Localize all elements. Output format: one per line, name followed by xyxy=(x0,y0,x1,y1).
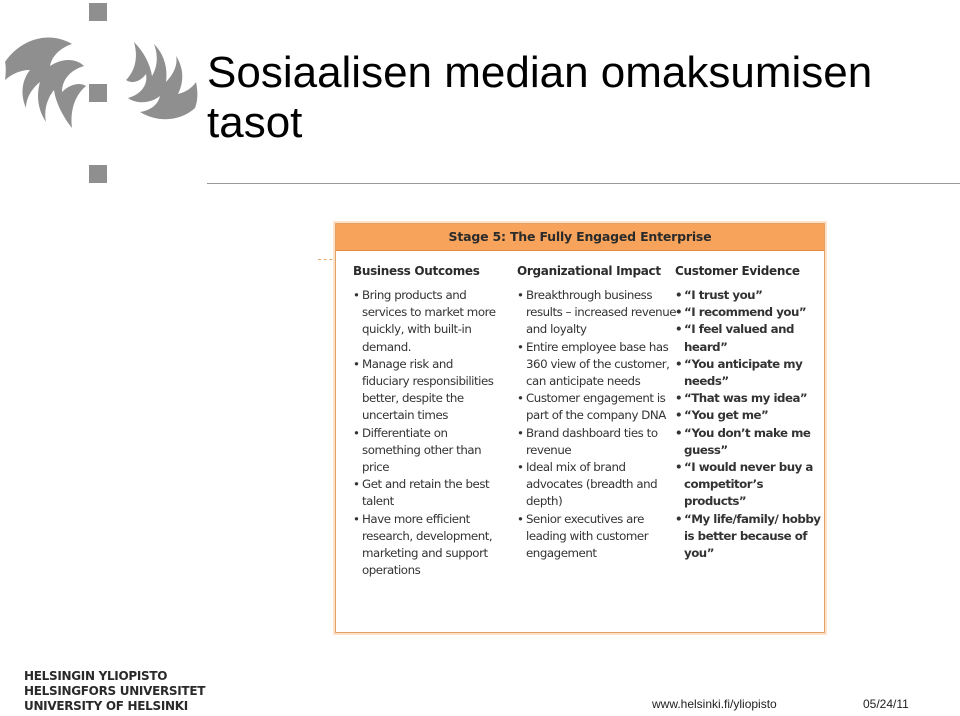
list-item: • Get and retain the best talent xyxy=(353,476,503,510)
bullet-list xyxy=(675,287,825,562)
list-item: • Brand dashboard ties to revenue xyxy=(517,425,677,459)
list-item: • “My life/family/ hobby is better because of you” xyxy=(675,511,825,563)
list-item: • “I trust you” xyxy=(675,287,825,304)
column-business-outcomes xyxy=(353,264,503,579)
column-organizational-impact xyxy=(517,264,677,562)
list-item: • “You get me” xyxy=(675,407,825,424)
list-item: • Breakthrough business results – increased revenue and loyalty xyxy=(517,287,677,339)
column-heading: Organizational Impact xyxy=(517,264,661,278)
list-item: • Manage risk and fiduciary responsibilities better, despite the uncertain times xyxy=(353,356,503,425)
list-item: • Customer engagement is part of the company DNA xyxy=(517,390,677,424)
list-item: • Entire employee base has 360 view of the customer, can anticipate needs xyxy=(517,339,677,391)
bullet-list xyxy=(353,287,503,579)
wordmark-line-sv: HELSINGFORS UNIVERSITET xyxy=(24,684,206,698)
list-item: • Senior executives are leading with customer engagement xyxy=(517,511,677,563)
list-item: • Differentiate on something other than price xyxy=(353,425,503,477)
stage-card-header xyxy=(336,224,824,251)
list-item: • “I feel valued and heard” xyxy=(675,321,825,355)
stage-card xyxy=(335,223,825,633)
list-item: • Have more efficient research, development, marketing and support operations xyxy=(353,511,503,580)
list-item: • “I would never buy a competitor’s products” xyxy=(675,459,825,511)
list-item: • “You don’t make me guess” xyxy=(675,425,825,459)
university-wordmark xyxy=(24,669,205,714)
wordmark-line-en: UNIVERSITY OF HELSINKI xyxy=(24,699,188,713)
footer-date: 05/24/11 xyxy=(863,697,909,711)
university-logo-icon xyxy=(0,0,200,190)
list-item: • “You anticipate my needs” xyxy=(675,356,825,390)
footer-url: www.helsinki.fi/yliopisto xyxy=(652,697,777,711)
list-item: • “That was my idea” xyxy=(675,390,825,407)
column-heading: Customer Evidence xyxy=(675,264,800,278)
bullet-list xyxy=(517,287,677,562)
list-item: • “I recommend you” xyxy=(675,304,825,321)
slide-title: Sosiaalisen median omaksumisen tasot xyxy=(207,48,873,147)
list-item: • Ideal mix of brand advocates (breadth and depth) xyxy=(517,459,677,511)
wordmark-line-fi: HELSINGIN YLIOPISTO xyxy=(24,669,168,683)
list-item: • Bring products and services to market more quickly, with built-in demand. xyxy=(353,287,503,356)
column-heading: Business Outcomes xyxy=(353,264,480,278)
title-divider xyxy=(207,183,960,184)
stage-card-title: Stage 5: The Fully Engaged Enterprise xyxy=(448,229,712,244)
column-customer-evidence xyxy=(675,264,825,562)
